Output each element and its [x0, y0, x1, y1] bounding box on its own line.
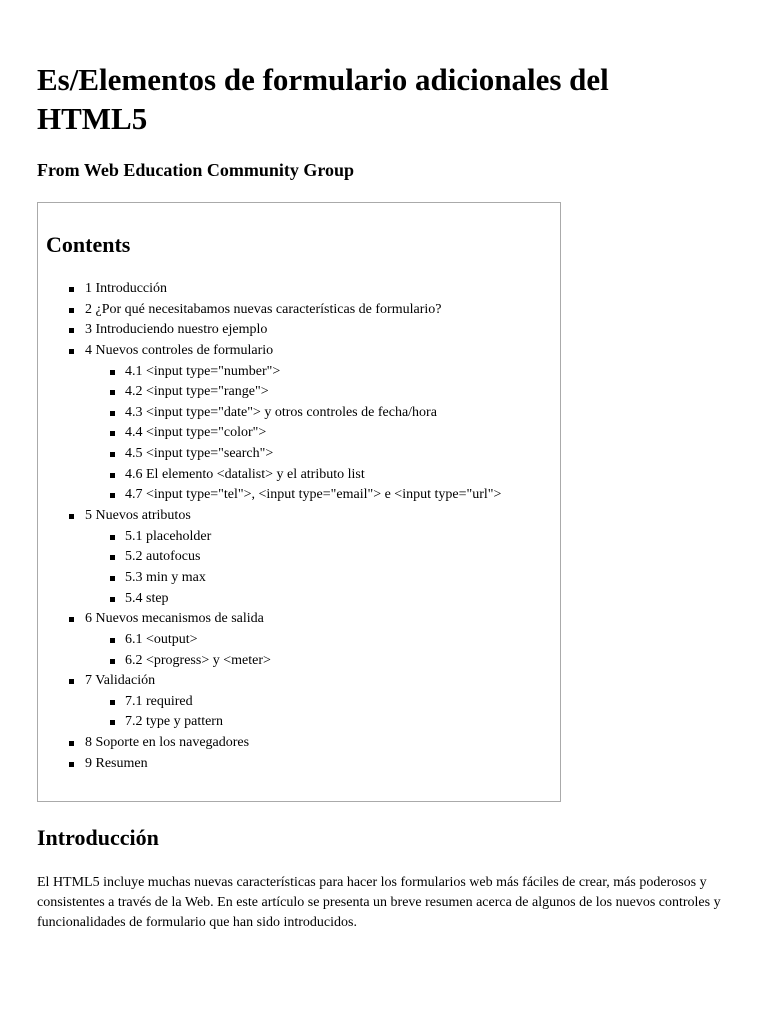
toc-item[interactable]	[68, 712, 501, 733]
toc-item-label: 5 Nuevos atributos	[85, 508, 191, 524]
toc-item-label: 9 Resumen	[85, 755, 148, 771]
toc-list	[68, 279, 501, 774]
bullet-icon	[69, 762, 74, 767]
bullet-icon	[110, 659, 115, 664]
toc-item[interactable]	[68, 403, 501, 424]
toc-item[interactable]	[68, 671, 501, 692]
toc-item[interactable]	[68, 630, 501, 651]
toc-item-label: 7.2 type y pattern	[125, 714, 223, 730]
bullet-icon	[110, 473, 115, 478]
toc-item-label: 4.2 <input type="range">	[125, 384, 269, 400]
section-paragraph: El HTML5 incluye muchas nuevas características para hacer los formularios web más fáciles de crear, más poderosos y consistentes a través de la Web. En este artículo se presenta un breve resumen acerca de algunos de los nuevos controles y funcionalidades de formulario que han sido introducidos.	[37, 875, 721, 930]
bullet-icon	[110, 700, 115, 705]
toc-item-label: 5.3 min y max	[125, 569, 206, 585]
bullet-icon	[110, 431, 115, 436]
toc-item[interactable]	[68, 444, 501, 465]
bullet-icon	[69, 328, 74, 333]
toc-item-label: 7 Validación	[85, 673, 156, 689]
toc-item-label: 7.1 required	[125, 693, 193, 709]
toc-item[interactable]	[68, 609, 501, 630]
toc-item[interactable]	[68, 733, 501, 754]
toc-item-label: 4.7 <input type="tel">, <input type="email"> e <input type="url">	[125, 487, 502, 503]
toc-item-label: 6.2 <progress> y <meter>	[125, 652, 271, 668]
toc-item-label: 4.1 <input type="number">	[125, 363, 281, 379]
toc-item[interactable]	[68, 341, 501, 362]
toc-heading: Contents	[46, 232, 131, 257]
bullet-icon	[69, 741, 74, 746]
bullet-icon	[69, 287, 74, 292]
toc-item[interactable]	[68, 279, 501, 300]
toc-item[interactable]	[68, 754, 501, 775]
toc-item-label: 5.1 placeholder	[125, 528, 212, 544]
toc-item-label: 2 ¿Por qué necesitabamos nuevas características de formulario?	[85, 301, 442, 317]
toc-item-label: 8 Soporte en los navegadores	[85, 735, 250, 751]
toc-item[interactable]	[68, 651, 501, 672]
page-title: Es/Elementos de formulario adicionales del HTML5	[37, 62, 609, 136]
bullet-icon	[110, 597, 115, 602]
bullet-icon	[110, 411, 115, 416]
toc-item[interactable]	[68, 692, 501, 713]
toc-item-label: 3 Introduciendo nuestro ejemplo	[85, 322, 268, 338]
bullet-icon	[110, 576, 115, 581]
toc-item[interactable]	[68, 506, 501, 527]
toc-item-label: 4.6 El elemento <datalist> y el atributo list	[125, 466, 365, 482]
toc-item-label: 6 Nuevos mecanismos de salida	[85, 611, 264, 627]
toc-item[interactable]	[68, 300, 501, 321]
toc-item-label: 1 Introducción	[85, 281, 168, 296]
toc-item[interactable]	[68, 547, 501, 568]
bullet-icon	[69, 349, 74, 354]
toc-item[interactable]	[68, 568, 501, 589]
toc-item[interactable]	[68, 320, 501, 341]
toc-item[interactable]	[68, 527, 501, 548]
toc-item[interactable]	[68, 362, 501, 383]
toc-item[interactable]	[68, 485, 501, 506]
bullet-icon	[110, 390, 115, 395]
bullet-icon	[110, 535, 115, 540]
bullet-icon	[69, 514, 74, 519]
bullet-icon	[69, 308, 74, 313]
toc-item-label: 4.4 <input type="color">	[125, 425, 267, 441]
section-heading: Introducción	[37, 825, 159, 850]
toc-item-label: 5.2 autofocus	[125, 549, 201, 565]
toc-item[interactable]	[68, 465, 501, 486]
toc-item[interactable]	[68, 423, 501, 444]
toc-item[interactable]	[68, 382, 501, 403]
bullet-icon	[110, 638, 115, 643]
bullet-icon	[69, 679, 74, 684]
bullet-icon	[110, 452, 115, 457]
toc-item-label: 4 Nuevos controles de formulario	[85, 342, 274, 358]
toc-item-label: 4.3 <input type="date"> y otros controles de fecha/hora	[125, 404, 437, 420]
bullet-icon	[69, 617, 74, 622]
toc-item-label: 5.4 step	[125, 590, 169, 606]
bullet-icon	[110, 370, 115, 375]
bullet-icon	[110, 555, 115, 560]
page-subtitle: From Web Education Community Group	[37, 160, 355, 180]
bullet-icon	[110, 720, 115, 725]
toc-item-label: 6.1 <output>	[125, 631, 198, 647]
bullet-icon	[110, 493, 115, 498]
toc-item-label: 4.5 <input type="search">	[125, 446, 274, 462]
toc-item[interactable]	[68, 589, 501, 610]
